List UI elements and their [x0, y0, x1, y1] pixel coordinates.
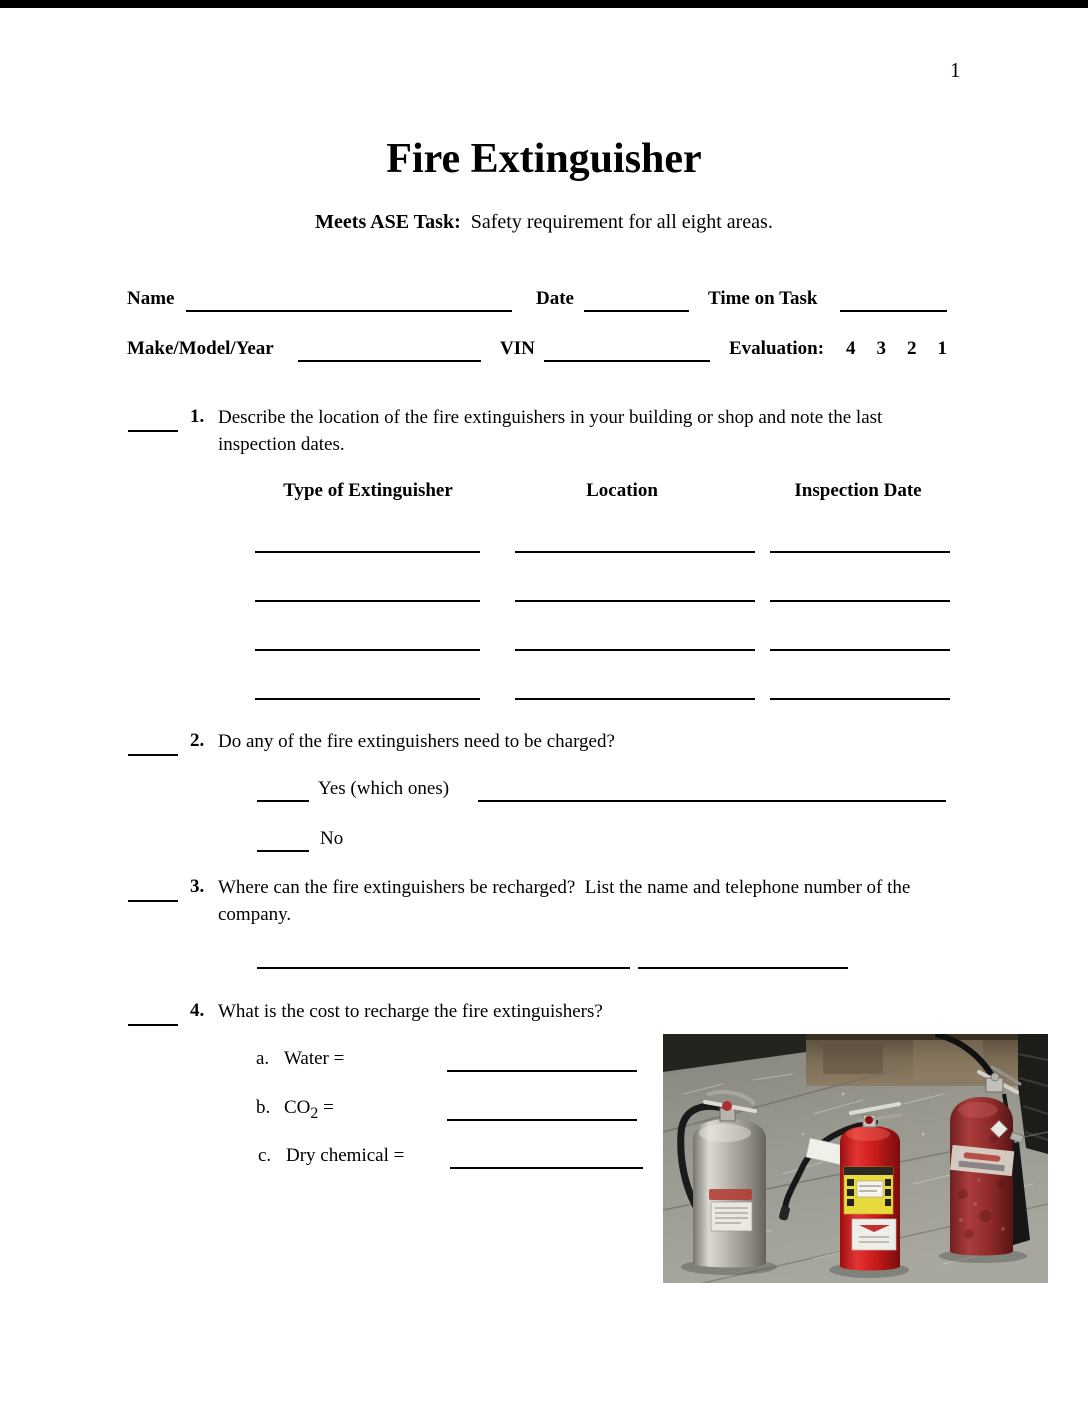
question2-grade-line[interactable]	[128, 754, 178, 756]
ase-task-line	[0, 210, 1088, 234]
question4-text: What is the cost to recharge the fire extinguishers?	[218, 1001, 603, 1022]
no-option-label: No	[320, 828, 344, 849]
question1-grade-line[interactable]	[128, 430, 178, 432]
water-cost-label: Water =	[284, 1048, 345, 1069]
co2-cost-input-line[interactable]	[447, 1119, 637, 1121]
table-cell-line[interactable]	[515, 551, 755, 553]
evaluation-label: Evaluation:	[729, 338, 825, 359]
table-header-inspection-date: Inspection Date	[794, 480, 922, 501]
water-cost-input-line[interactable]	[447, 1070, 637, 1072]
date-input-line[interactable]	[584, 310, 689, 312]
company-name-input-line[interactable]	[257, 967, 630, 969]
evaluation-score-4: 4	[846, 338, 856, 359]
table-cell-line[interactable]	[255, 698, 480, 700]
question3-text: Where can the fire extinguishers be recharged? List the name and telephone number of the company.	[218, 877, 916, 925]
table-cell-line[interactable]	[770, 600, 950, 602]
question4-number: 4.	[190, 1000, 205, 1021]
table-header-type: Type of Extinguisher	[283, 480, 453, 501]
table-cell-line[interactable]	[515, 600, 755, 602]
evaluation-score-2: 2	[907, 338, 917, 359]
page-number: 1	[950, 58, 961, 82]
co2-label-pre: CO	[284, 1097, 311, 1118]
divider-rule	[0, 0, 1088, 8]
table-cell-line[interactable]	[515, 698, 755, 700]
time-on-task-input-line[interactable]	[840, 310, 947, 312]
time-on-task-label: Time on Task	[708, 288, 818, 309]
table-cell-line[interactable]	[255, 600, 480, 602]
vin-input-line[interactable]	[544, 360, 710, 362]
name-label: Name	[127, 288, 175, 309]
make-model-year-label: Make/Model/Year	[127, 338, 274, 359]
co2-cost-label	[284, 1097, 334, 1125]
evaluation-scale	[846, 338, 947, 360]
yes-option-label: Yes (which ones)	[318, 778, 450, 799]
question2-text: Do any of the fire extinguishers need to be charged?	[218, 731, 615, 752]
fire-extinguishers-photo	[663, 1034, 1048, 1283]
question2-number: 2.	[190, 730, 205, 751]
dry-chemical-cost-label: Dry chemical =	[286, 1145, 405, 1166]
table-cell-line[interactable]	[515, 649, 755, 651]
question1-text: Describe the location of the fire extinguishers in your building or shop and note the last inspection dates.	[218, 407, 888, 455]
fire-extinguishers-photo-svg	[663, 1034, 1048, 1283]
table-cell-line[interactable]	[255, 649, 480, 651]
vin-label: VIN	[500, 338, 535, 359]
ase-task-text: Safety requirement for all eight areas.	[460, 211, 773, 233]
company-phone-input-line[interactable]	[638, 967, 848, 969]
question1-number: 1.	[190, 406, 205, 427]
item-a-letter: a.	[256, 1048, 270, 1069]
name-input-line[interactable]	[186, 310, 512, 312]
item-c-letter: c.	[258, 1145, 272, 1166]
table-header-location: Location	[586, 480, 658, 501]
dry-chemical-cost-input-line[interactable]	[450, 1167, 643, 1169]
evaluation-score-1: 1	[937, 338, 947, 359]
question3-number: 3.	[190, 876, 205, 897]
page-title: Fire Extinguisher	[386, 136, 702, 182]
co2-label-post: =	[318, 1097, 334, 1118]
date-label: Date	[536, 288, 574, 309]
no-checkbox-line[interactable]	[257, 850, 309, 852]
ase-task-label: Meets ASE Task:	[315, 211, 461, 233]
yes-checkbox-line[interactable]	[257, 800, 309, 802]
co2-label-subscript: 2	[310, 1104, 319, 1122]
question3-grade-line[interactable]	[128, 900, 178, 902]
yes-which-ones-input-line[interactable]	[478, 800, 946, 802]
make-model-year-input-line[interactable]	[298, 360, 481, 362]
table-cell-line[interactable]	[770, 551, 950, 553]
item-b-letter: b.	[256, 1097, 271, 1118]
table-cell-line[interactable]	[255, 551, 480, 553]
evaluation-score-3: 3	[876, 338, 886, 359]
table-cell-line[interactable]	[770, 698, 950, 700]
table-cell-line[interactable]	[770, 649, 950, 651]
question4-grade-line[interactable]	[128, 1024, 178, 1026]
